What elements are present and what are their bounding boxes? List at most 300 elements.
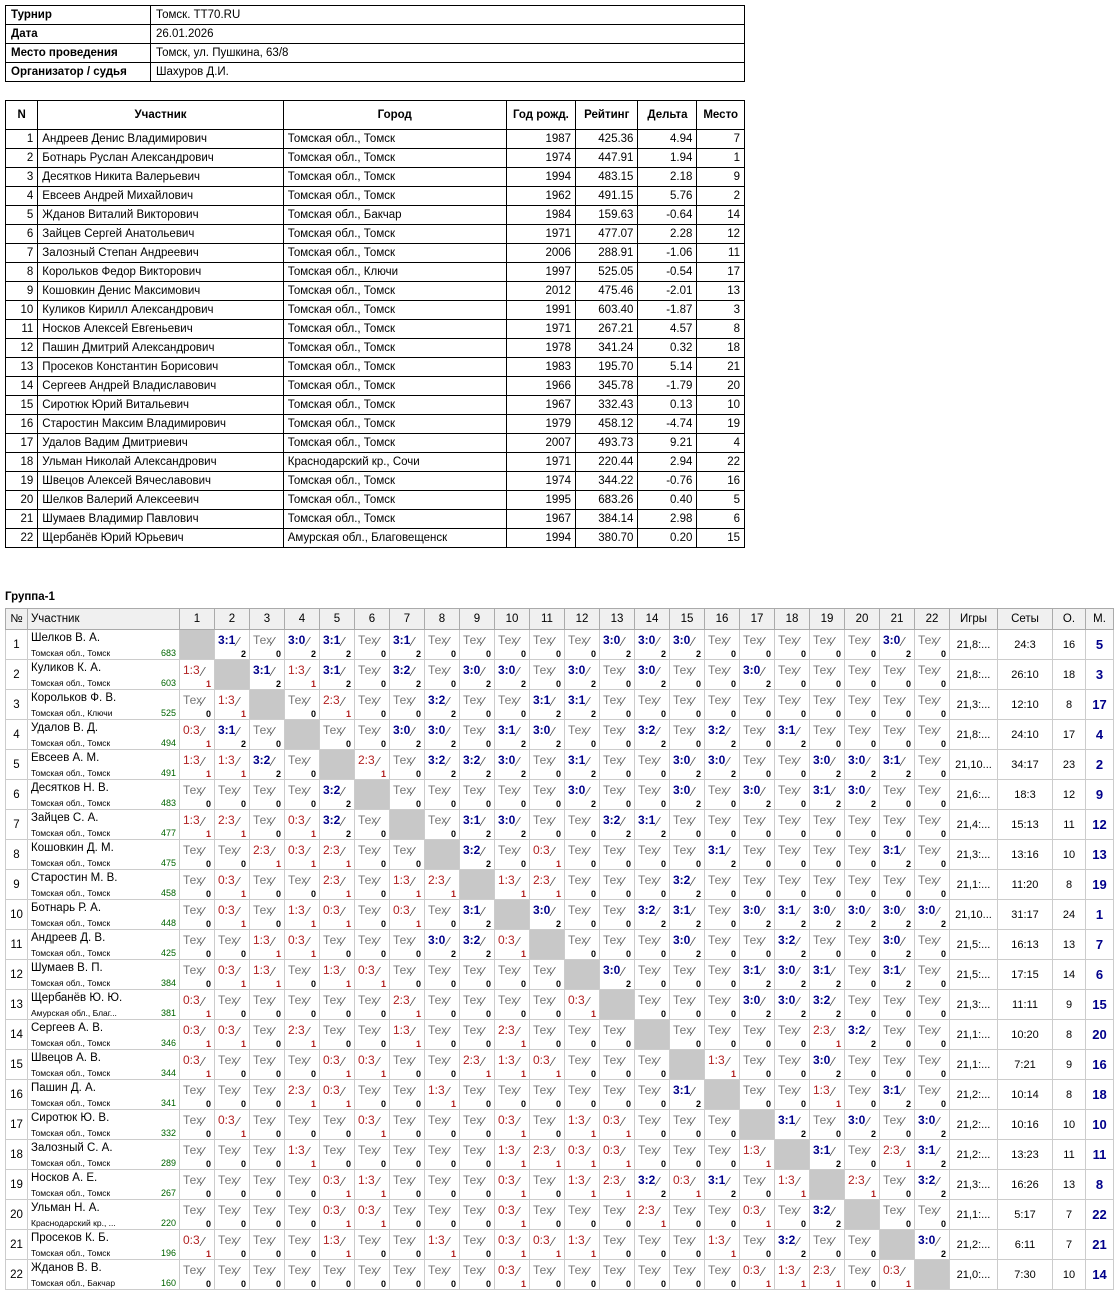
score-divider-icon: ⁄ [622, 934, 625, 949]
grid-row [6, 1170, 1114, 1200]
score-divider-icon: ⁄ [447, 694, 450, 709]
match-score: 3:1 [673, 1083, 691, 1097]
match-points: 0 [380, 1279, 386, 1289]
match-cell [495, 930, 530, 960]
match-score: Тех [393, 1233, 413, 1247]
match-score: Тех [393, 933, 413, 947]
match-points: 0 [415, 949, 421, 959]
match-points: 2 [730, 739, 736, 749]
match-score: Тех [498, 993, 518, 1007]
match-cell [635, 720, 670, 750]
score-divider-icon: ⁄ [657, 664, 660, 679]
score-divider-icon: ⁄ [202, 664, 205, 679]
score-divider-icon: ⁄ [342, 1234, 345, 1249]
participant-cell: 8 [6, 263, 38, 282]
match-cell [425, 810, 460, 840]
match-score: Тех [883, 993, 903, 1007]
points-cell: 10 [1053, 840, 1086, 870]
match-points: 0 [450, 1069, 456, 1079]
participant-cell: Томская обл., Ключи [283, 263, 506, 282]
match-points: 1 [730, 1069, 736, 1079]
score-divider-icon: ⁄ [762, 754, 765, 769]
match-points: 2 [625, 979, 631, 989]
points-cell: 14 [1053, 960, 1086, 990]
score-divider-icon: ⁄ [692, 1264, 695, 1279]
match-score: Тех [743, 873, 763, 887]
match-cell [215, 780, 250, 810]
score-divider-icon: ⁄ [342, 964, 345, 979]
score-divider-icon: ⁄ [657, 724, 660, 739]
row-number: 20 [6, 1200, 28, 1230]
match-points: 0 [730, 1129, 736, 1139]
match-points: 0 [730, 949, 736, 959]
score-divider-icon: ⁄ [797, 874, 800, 889]
score-divider-icon: ⁄ [587, 994, 590, 1009]
score-divider-icon: ⁄ [552, 1114, 555, 1129]
match-score: Тех [428, 1053, 448, 1067]
match-cell [355, 900, 390, 930]
participant-cell: 267.21 [576, 320, 638, 339]
match-points: 0 [275, 1189, 281, 1199]
score-divider-icon: ⁄ [797, 814, 800, 829]
match-score: 3:1 [533, 693, 551, 707]
match-cell [915, 870, 950, 900]
match-score: Тех [848, 663, 868, 677]
match-cell [915, 1110, 950, 1140]
match-cell [180, 1080, 215, 1110]
match-cell [460, 1170, 495, 1200]
match-score: 1:3 [568, 1173, 585, 1187]
score-divider-icon: ⁄ [447, 784, 450, 799]
score-divider-icon: ⁄ [482, 814, 485, 829]
score-divider-icon: ⁄ [587, 634, 590, 649]
match-score: 3:2 [428, 753, 446, 767]
match-score: 2:3 [848, 1173, 865, 1187]
match-cell [635, 960, 670, 990]
match-score: Тех [673, 723, 693, 737]
participant-cell: -1.87 [638, 301, 697, 320]
score-divider-icon: ⁄ [937, 814, 940, 829]
match-points: 2 [345, 679, 351, 689]
match-points: 0 [800, 889, 806, 899]
points-cell: 13 [1053, 1170, 1086, 1200]
match-points: 0 [730, 649, 736, 659]
score-divider-icon: ⁄ [517, 1234, 520, 1249]
match-score: Тех [533, 993, 553, 1007]
match-points: 0 [450, 799, 456, 809]
match-points: 0 [275, 1159, 281, 1169]
score-divider-icon: ⁄ [657, 1144, 660, 1159]
match-points: 2 [765, 979, 771, 989]
match-score: 3:0 [883, 903, 901, 917]
match-score: Тех [288, 963, 308, 977]
score-divider-icon: ⁄ [867, 634, 870, 649]
match-score: 3:2 [918, 1173, 936, 1187]
player-name: Зайцев С. А. [31, 812, 99, 824]
score-divider-icon: ⁄ [727, 1264, 730, 1279]
match-points: 0 [625, 1249, 631, 1259]
score-divider-icon: ⁄ [867, 964, 870, 979]
match-cell [775, 900, 810, 930]
match-points: 0 [485, 799, 491, 809]
score-divider-icon: ⁄ [377, 874, 380, 889]
match-score: 0:3 [183, 1023, 200, 1037]
participant-cell: Томская обл., Томск [283, 434, 506, 453]
match-cell [180, 750, 215, 780]
sets-cell: 10:20 [998, 1020, 1053, 1050]
match-cell [880, 960, 915, 990]
match-cell [215, 840, 250, 870]
match-cell [495, 1020, 530, 1050]
match-points: 0 [765, 949, 771, 959]
score-divider-icon: ⁄ [762, 814, 765, 829]
participant-cell: 1974 [506, 149, 575, 168]
score-divider-icon: ⁄ [377, 844, 380, 859]
match-score: Тех [708, 663, 728, 677]
score-divider-icon: ⁄ [797, 1084, 800, 1099]
match-cell [215, 1170, 250, 1200]
score-divider-icon: ⁄ [377, 964, 380, 979]
score-divider-icon: ⁄ [237, 964, 240, 979]
match-cell [355, 1230, 390, 1260]
grid-header-o: О. [1053, 609, 1086, 630]
points-cell: 11 [1053, 1140, 1086, 1170]
row-number: 5 [6, 750, 28, 780]
score-divider-icon: ⁄ [797, 994, 800, 1009]
match-score: 0:3 [323, 1203, 340, 1217]
participant-cell: Томская обл., Томск [283, 491, 506, 510]
match-points: 0 [625, 1069, 631, 1079]
score-divider-icon: ⁄ [692, 814, 695, 829]
score-divider-icon: ⁄ [762, 724, 765, 739]
score-divider-icon: ⁄ [482, 1054, 485, 1069]
score-divider-icon: ⁄ [727, 814, 730, 829]
match-points: 0 [485, 1039, 491, 1049]
match-points: 0 [450, 649, 456, 659]
match-points: 0 [345, 1009, 351, 1019]
grid-header-opponent: 6 [355, 609, 390, 630]
match-score: Тех [568, 873, 588, 887]
match-points: 0 [870, 1009, 876, 1019]
points-cell: 7 [1053, 1200, 1086, 1230]
score-divider-icon: ⁄ [307, 1144, 310, 1159]
match-score: Тех [183, 933, 203, 947]
sets-cell: 11:20 [998, 870, 1053, 900]
match-points: 2 [590, 709, 596, 719]
match-score: Тех [358, 633, 378, 647]
score-divider-icon: ⁄ [762, 964, 765, 979]
score-divider-icon: ⁄ [762, 1264, 765, 1279]
match-points: 1 [345, 919, 351, 929]
match-points: 0 [905, 1009, 911, 1019]
score-divider-icon: ⁄ [937, 1174, 940, 1189]
match-cell [915, 750, 950, 780]
match-cell [915, 1230, 950, 1260]
match-points: 0 [415, 1099, 421, 1109]
match-points: 2 [800, 919, 806, 929]
match-score: 3:0 [428, 723, 446, 737]
points-cell: 11 [1053, 810, 1086, 840]
participant-cell: 18 [697, 339, 745, 358]
score-divider-icon: ⁄ [342, 784, 345, 799]
match-score: 1:3 [183, 753, 200, 767]
match-points: 1 [380, 1219, 386, 1229]
match-cell [635, 1260, 670, 1290]
match-points: 0 [205, 1219, 211, 1229]
participant-cell: 491.15 [576, 187, 638, 206]
participant-cell: 5.76 [638, 187, 697, 206]
participant-cell: 17 [697, 263, 745, 282]
match-points: 0 [835, 739, 841, 749]
participant-cell: 13 [697, 282, 745, 301]
match-points: 0 [555, 1219, 561, 1229]
match-cell [915, 1080, 950, 1110]
match-cell [810, 780, 845, 810]
match-cell [390, 930, 425, 960]
match-cell [600, 690, 635, 720]
match-cell [530, 870, 565, 900]
match-points: 0 [625, 769, 631, 779]
score-divider-icon: ⁄ [412, 784, 415, 799]
match-points: 1 [520, 949, 526, 959]
match-cell [530, 1230, 565, 1260]
match-score: Тех [358, 1143, 378, 1157]
participant-row [6, 130, 745, 149]
match-score: 3:0 [498, 753, 516, 767]
column-header: Участник [38, 101, 283, 130]
score-divider-icon: ⁄ [727, 844, 730, 859]
player-rating: 344 [160, 1068, 176, 1078]
score-divider-icon: ⁄ [832, 664, 835, 679]
match-points: 0 [800, 1099, 806, 1109]
grid-row [6, 930, 1114, 960]
match-cell [425, 1260, 460, 1290]
match-cell [845, 930, 880, 960]
match-cell [600, 750, 635, 780]
match-cell [880, 1110, 915, 1140]
match-points: 1 [345, 1219, 351, 1229]
score-divider-icon: ⁄ [517, 964, 520, 979]
match-cell [460, 840, 495, 870]
score-divider-icon: ⁄ [797, 1054, 800, 1069]
match-cell [880, 1050, 915, 1080]
points-cell: 10 [1053, 1110, 1086, 1140]
match-cell [565, 630, 600, 660]
match-cell [880, 870, 915, 900]
match-score: 3:1 [708, 843, 726, 857]
player-cell [28, 870, 180, 900]
match-points: 0 [905, 679, 911, 689]
grid-header-opponent: 18 [775, 609, 810, 630]
score-divider-icon: ⁄ [307, 1204, 310, 1219]
match-points: 0 [380, 709, 386, 719]
score-divider-icon: ⁄ [552, 964, 555, 979]
match-cell [320, 960, 355, 990]
score-divider-icon: ⁄ [867, 1234, 870, 1249]
match-score: 0:3 [183, 1233, 200, 1247]
score-divider-icon: ⁄ [832, 784, 835, 799]
match-score: 3:1 [743, 963, 761, 977]
match-points: 1 [240, 709, 246, 719]
match-cell [635, 1050, 670, 1080]
score-divider-icon: ⁄ [762, 1024, 765, 1039]
match-points: 0 [940, 979, 946, 989]
match-score: 3:2 [813, 993, 831, 1007]
grid-row [6, 720, 1114, 750]
match-cell [810, 990, 845, 1020]
score-divider-icon: ⁄ [377, 934, 380, 949]
match-score: Тех [393, 1173, 413, 1187]
match-cell [215, 750, 250, 780]
score-divider-icon: ⁄ [237, 1054, 240, 1069]
match-score: Тех [183, 1143, 203, 1157]
match-points: 0 [590, 949, 596, 959]
score-divider-icon: ⁄ [797, 1114, 800, 1129]
match-score: Тех [288, 783, 308, 797]
match-score: 0:3 [498, 1173, 515, 1187]
score-divider-icon: ⁄ [517, 1084, 520, 1099]
match-score: Тех [848, 1083, 868, 1097]
match-score: 0:3 [568, 1143, 585, 1157]
score-divider-icon: ⁄ [272, 754, 275, 769]
match-score: 3:1 [883, 753, 901, 767]
match-score: 2:3 [358, 753, 375, 767]
match-points: 0 [380, 679, 386, 689]
match-points: 0 [205, 1159, 211, 1169]
match-score: Тех [183, 1263, 203, 1277]
match-score: Тех [288, 1233, 308, 1247]
match-cell [425, 960, 460, 990]
participant-cell: Томская обл., Томск [283, 244, 506, 263]
match-score: Тех [673, 993, 693, 1007]
score-divider-icon: ⁄ [482, 634, 485, 649]
score-divider-icon: ⁄ [202, 1054, 205, 1069]
match-points: 1 [835, 1279, 841, 1289]
score-divider-icon: ⁄ [867, 1054, 870, 1069]
score-divider-icon: ⁄ [762, 634, 765, 649]
match-points: 1 [205, 829, 211, 839]
match-score: Тех [428, 663, 448, 677]
score-divider-icon: ⁄ [237, 814, 240, 829]
match-points: 1 [345, 1069, 351, 1079]
match-cell [705, 1050, 740, 1080]
match-points: 1 [380, 1129, 386, 1139]
match-score: Тех [358, 873, 378, 887]
match-cell [775, 840, 810, 870]
match-points: 1 [800, 1189, 806, 1199]
games-cell: 21,8:... [950, 660, 998, 690]
match-points: 1 [345, 859, 351, 869]
match-points: 0 [415, 1219, 421, 1229]
match-cell [810, 630, 845, 660]
participant-cell: Томская обл., Томск [283, 510, 506, 529]
match-cell [915, 1170, 950, 1200]
player-city: Томская обл., Томск [31, 828, 111, 838]
match-points: 0 [940, 949, 946, 959]
participant-cell: 9 [697, 168, 745, 187]
match-score: 1:3 [743, 1143, 760, 1157]
match-cell [215, 1200, 250, 1230]
player-city: Томская обл., Томск [31, 1128, 111, 1138]
match-score: Тех [813, 723, 833, 737]
match-score: 1:3 [288, 1143, 305, 1157]
match-points: 0 [940, 1039, 946, 1049]
match-score: 3:1 [218, 723, 236, 737]
points-cell: 12 [1053, 780, 1086, 810]
match-points: 0 [240, 1159, 246, 1169]
player-cell [28, 780, 180, 810]
score-divider-icon: ⁄ [622, 844, 625, 859]
participant-row [6, 282, 745, 301]
match-cell [530, 960, 565, 990]
score-divider-icon: ⁄ [202, 904, 205, 919]
score-divider-icon: ⁄ [762, 1144, 765, 1159]
match-cell [425, 1200, 460, 1230]
match-points: 2 [835, 799, 841, 809]
match-cell [460, 660, 495, 690]
sets-cell: 6:11 [998, 1230, 1053, 1260]
score-divider-icon: ⁄ [307, 1084, 310, 1099]
match-points: 0 [240, 949, 246, 959]
match-score: Тех [218, 1143, 238, 1157]
match-points: 2 [835, 1219, 841, 1229]
match-points: 0 [310, 799, 316, 809]
match-score: Тех [848, 1053, 868, 1067]
match-points: 0 [415, 1159, 421, 1169]
match-points: 2 [800, 979, 806, 989]
match-cell [250, 960, 285, 990]
match-cell [740, 930, 775, 960]
match-cell [635, 1080, 670, 1110]
score-divider-icon: ⁄ [482, 1234, 485, 1249]
match-score: 2:3 [323, 843, 340, 857]
match-points: 2 [905, 979, 911, 989]
score-divider-icon: ⁄ [692, 694, 695, 709]
score-divider-icon: ⁄ [762, 904, 765, 919]
score-divider-icon: ⁄ [692, 1114, 695, 1129]
match-cell [460, 810, 495, 840]
match-points: 1 [555, 889, 561, 899]
match-cell [355, 750, 390, 780]
score-divider-icon: ⁄ [762, 1204, 765, 1219]
match-points: 0 [520, 979, 526, 989]
score-divider-icon: ⁄ [517, 874, 520, 889]
match-points: 0 [590, 649, 596, 659]
match-score: Тех [883, 1173, 903, 1187]
grid-header-opponent: 21 [880, 609, 915, 630]
player-city: Томская обл., Томск [31, 738, 111, 748]
match-cell [810, 810, 845, 840]
match-score: 3:0 [778, 963, 796, 977]
match-points: 0 [275, 649, 281, 659]
match-points: 2 [905, 1099, 911, 1109]
row-number: 19 [6, 1170, 28, 1200]
match-cell [635, 840, 670, 870]
match-cell [670, 810, 705, 840]
match-score: Тех [568, 1083, 588, 1097]
match-score: Тех [428, 1113, 448, 1127]
match-points: 0 [380, 949, 386, 959]
match-score: 3:2 [253, 753, 271, 767]
participant-cell: 1971 [506, 453, 575, 472]
score-divider-icon: ⁄ [902, 724, 905, 739]
player-city: Томская обл., Ключи [31, 708, 113, 718]
grid-row [6, 1230, 1114, 1260]
score-divider-icon: ⁄ [762, 784, 765, 799]
score-divider-icon: ⁄ [447, 1114, 450, 1129]
match-cell [915, 960, 950, 990]
participant-row [6, 434, 745, 453]
